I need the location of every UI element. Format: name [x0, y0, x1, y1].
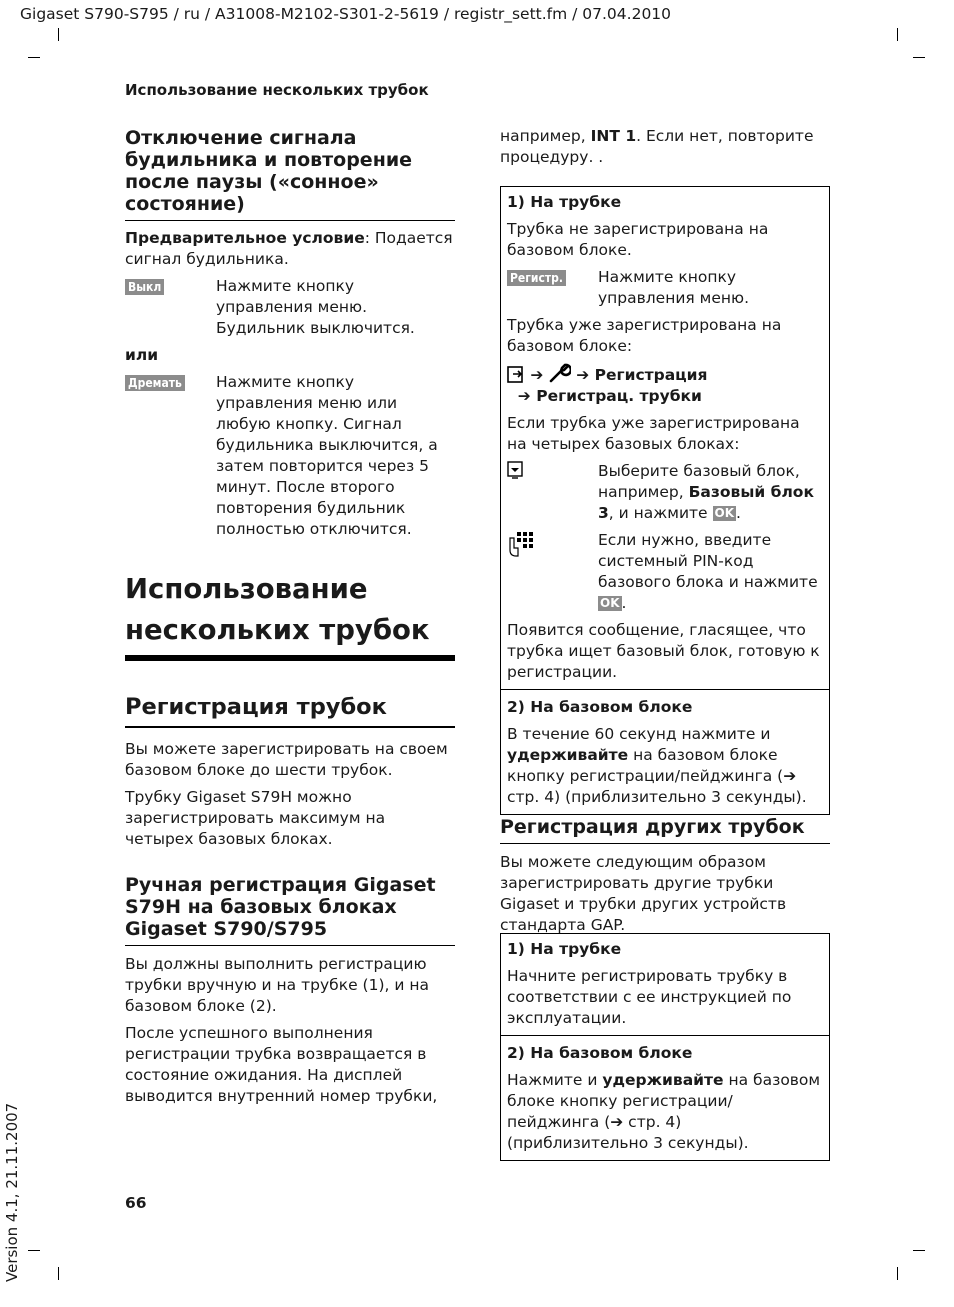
running-title: Использование нескольких трубок	[125, 81, 429, 99]
manual-heading-block	[125, 874, 455, 946]
box1-already: Трубка уже зарегистрирована на базовом блоке:	[507, 316, 782, 355]
version-label: Version 4.1, 21.11.2007	[3, 1102, 21, 1282]
box1-message: Появится сообщение, гласящее, что трубка ищет базовый блок, готовую к регистрации.	[507, 621, 820, 681]
box2-base-heading: 2) На базовом блоке	[507, 1044, 693, 1062]
menu-registration: Регистрация	[594, 366, 708, 384]
crop-mark	[28, 1250, 40, 1251]
crop-mark	[913, 1250, 925, 1251]
arrow-icon: ➔	[530, 366, 544, 384]
cont-text: например,	[500, 127, 591, 145]
page-number: 66	[125, 1194, 147, 1212]
document-header: Gigaset S790-S795 / ru / A31008-M2102-S301-2-5619 / registr_sett.fm / 07.04.2010	[20, 5, 672, 23]
ok-key[interactable]: OK	[714, 506, 735, 520]
crop-mark	[897, 28, 898, 41]
chapter-rule	[125, 655, 455, 661]
pin-text: Если нужно, введите системный PIN-код базового блока и нажмите OK .	[598, 531, 818, 612]
crop-mark	[58, 28, 59, 41]
crop-mark	[897, 1267, 898, 1280]
select-base-text: Выберите базовый блок, например, Базовый блок 3, и нажмите OK .	[598, 462, 814, 522]
registration-rule	[125, 726, 455, 728]
box2-base-text: Нажмите и удерживайте на базовом блоке кнопку регистрации/пейджинга (➔ стр. 4) (приблизительно 3 секунды).	[507, 1071, 821, 1152]
manual-heading: Ручная регистрация Gigaset S79H на базовых блоках Gigaset S790/S795	[125, 874, 436, 940]
registration-block	[125, 692, 455, 728]
other-heading: Регистрация других трубок	[500, 816, 805, 838]
box1-base-heading: 2) На базовом блоке	[507, 698, 693, 716]
register-key[interactable]: Регистр.	[507, 270, 566, 286]
or-label: или	[125, 346, 159, 364]
snooze-row	[125, 372, 455, 540]
chapter-title: Использование нескольких трубок	[125, 573, 430, 646]
ok-key[interactable]: OK	[600, 596, 620, 610]
alarm-heading: Отключение сигнала будильника и повторение после паузы («сонное» состояние)	[125, 127, 413, 215]
crop-mark	[28, 57, 40, 58]
menu-icon	[507, 366, 525, 383]
manual-p1: Вы должны выполнить регистрацию трубки вручную и на трубке (1), и на базовом блоке (2).	[125, 955, 429, 1015]
left-column	[125, 127, 455, 1113]
arrow-icon: ➔	[783, 767, 797, 785]
registration-p2: Трубку Gigaset S79H можно зарегистрировать максимум на четырех базовых блоках.	[125, 788, 386, 848]
procedure-box-2	[500, 933, 830, 1161]
nav-key-icon	[507, 461, 523, 479]
crop-mark	[913, 57, 925, 58]
precondition-text: : Подается сигнал будильника.	[125, 229, 453, 268]
registration-p1: Вы можете зарегистрировать на своем базовом блоке до шести трубок.	[125, 740, 448, 779]
off-row	[125, 276, 455, 339]
registration-heading: Регистрация трубок	[125, 694, 387, 720]
off-text: Нажмите кнопку управления меню. Будильник выключится.	[216, 277, 415, 337]
arrow-icon: ➔	[610, 1113, 624, 1131]
box2-handset-text: Начните регистрировать трубку в соответствии с ее инструкцией по эксплуатации.	[507, 967, 792, 1027]
box1-base-text: В течение 60 секунд нажмите и удерживайте на базовом блоке кнопку регистрации/пейджинга (➔ стр. 4) (приблизительно 3 секунды).	[507, 725, 807, 806]
other-section	[500, 816, 830, 942]
precondition	[125, 228, 455, 270]
box1-not-registered: Трубка не зарегистрирована на базовом блоке.	[507, 220, 769, 259]
keypad-icon	[507, 530, 535, 558]
alarm-heading-block	[125, 127, 455, 221]
cont-text-end: . Если нет, повторите процедуру. .	[500, 127, 814, 166]
arrow-icon: ➔	[517, 387, 531, 405]
menu-path	[507, 363, 823, 407]
box2-handset-heading: 1) На трубке	[507, 940, 622, 958]
chapter-block	[125, 569, 455, 661]
manual-p2: После успешного выполнения регистрации трубка возвращается в состояние ожидания. На дисплей выводится внутренний номер трубки,	[125, 1024, 438, 1105]
box1-four-bases: Если трубка уже зарегистрирована на четырех базовых блоках:	[507, 414, 800, 453]
int-number: INT 1	[590, 127, 637, 145]
other-paragraph: Вы можете следующим образом зарегистрировать другие трубки Gigaset и трубки других устройств стандарта GAP.	[500, 853, 787, 934]
snooze-key[interactable]: Дремать	[125, 375, 185, 391]
precondition-label: Предварительное условие	[125, 229, 365, 247]
off-key[interactable]: Выкл	[125, 279, 164, 295]
menu-register-handset: Регистрац. трубки	[536, 387, 702, 405]
arrow-icon: ➔	[576, 366, 590, 384]
box1-handset-heading: 1) На трубке	[507, 193, 622, 211]
crop-mark	[58, 1267, 59, 1280]
snooze-text: Нажмите кнопку управления меню или любую кнопку. Сигнал будильника выключится, а затем повторится через 5 минут. После второго повторения будильник полностью отключится.	[216, 373, 438, 538]
register-text: Нажмите кнопку управления меню.	[598, 268, 750, 307]
continuation	[500, 126, 830, 174]
procedure-box-1	[500, 186, 830, 815]
wrench-icon	[549, 363, 571, 383]
